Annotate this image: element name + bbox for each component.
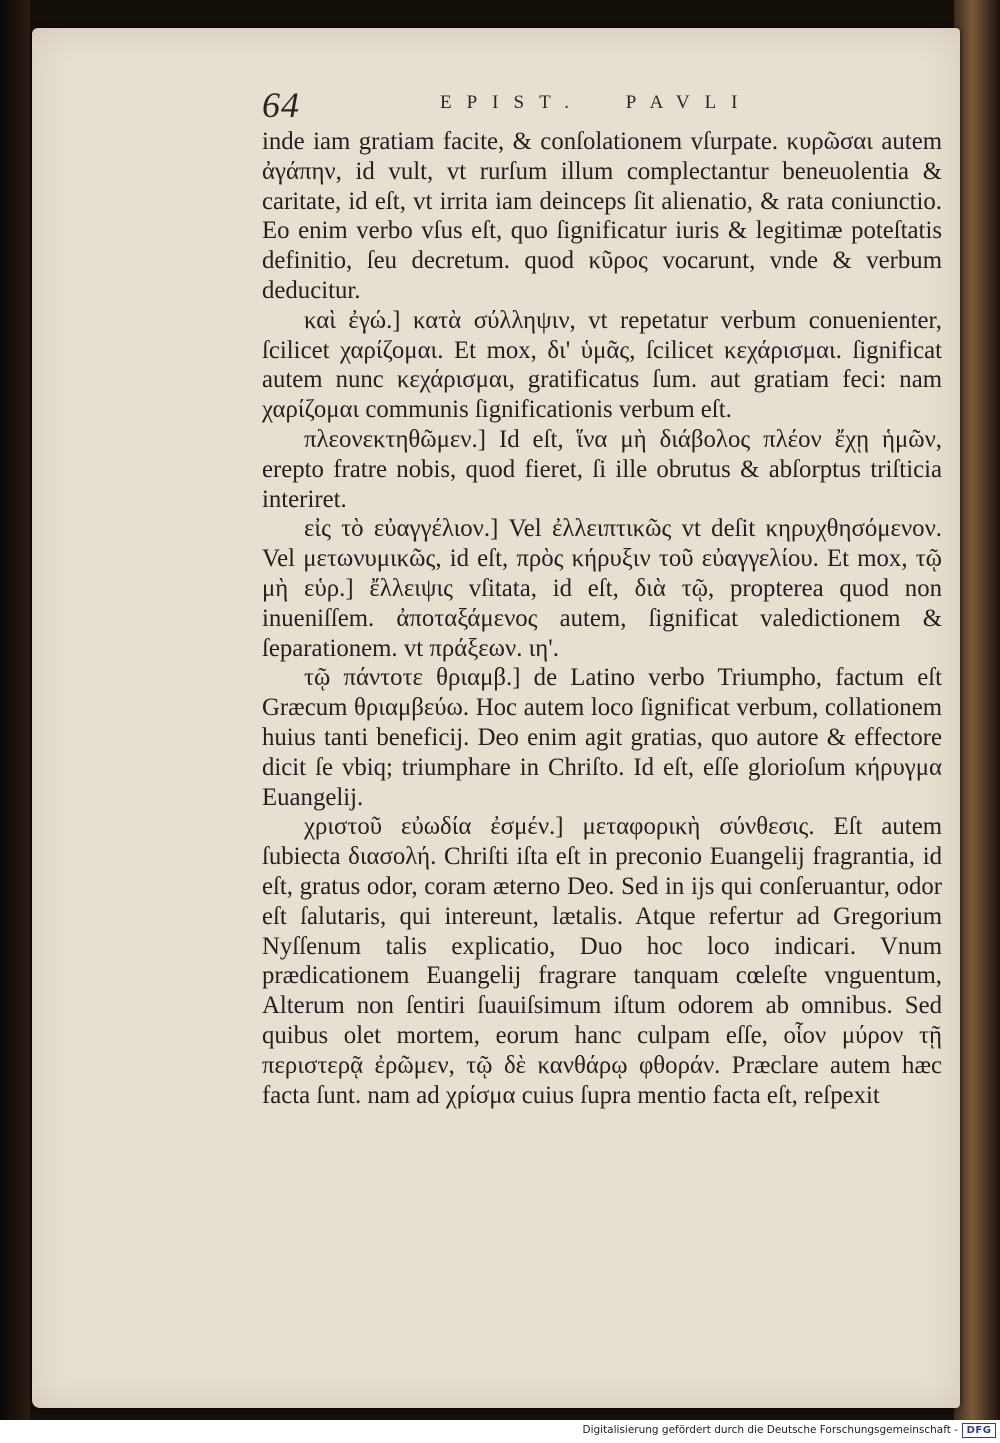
paragraph: πλεονεκτηθῶμεν.] Id eſt, ἵνα μὴ διάβολος πλέον ἔχῃ ἡμῶν, erepto fratre nobis, quod fieret, ſi ille obrutus & abſorptus triſticia interiret.: [262, 425, 942, 513]
book-edge-right: [954, 0, 1000, 1420]
page-header: [262, 84, 942, 124]
running-head: EPIST. PAVLI: [440, 92, 753, 113]
paragraph: εἰς τὸ εὐαγγέλιον.] Vel ἐλλειπτικῶς vt deſit κηρυχθησόμενον. Vel μετωνυμικῶς, id eſt, πρὸς κήρυξιν τοῦ εὐαγγελίου. Et mox, τῷ μὴ εὑρ.] ἔλλειψις vſitata, id eſt, διὰ τῷ, propterea quod non inueniſſem. ἀποταξάμενος autem, ſignificat valedictionem & ſeparationem. vt πράξεων. ιη'.: [262, 515, 942, 662]
body-text: [262, 127, 942, 1110]
paragraph: τῷ πάντοτε θριαμβ.] de Latino verbo Triumpho, factum eſt Græcum θριαμβεύω. Hoc autem loco ſignificat verbum, collationem huius tanti beneficij. Deo enim agit gratias, quo autore & effectore dicit ſe vbiq; triumphare in Chriſto. Id eſt, eſſe glorioſum κήρυγμα Euangelij.: [262, 664, 942, 811]
paragraph: καὶ ἐγώ.] κατὰ σύλληψιν, vt repetatur verbum conuenienter, ſcilicet χαρίζομαι. Et mox, δι' ὑμᾶς, ſcilicet κεχάρισμαι. ſignificat autem nunc κεχάρισμαι, gratificatus ſum. aut gratiam feci: nam χαρίζομαι communis ſignificationis verbum eſt.: [262, 306, 942, 424]
book-edge-left: [0, 0, 30, 1420]
dfg-logo: DFG: [962, 1423, 996, 1438]
paragraph: inde iam gratiam facite, & conſolationem vſurpate. κυρῶσαι autem ἀγάπην, id vult, vt rurſum illum complectantur beneuolentia & caritate, id eſt, vt irrita iam deinceps ſit alienatio, & rata coniunctio. Eo enim verbo vſus eſt, quo ſignificatur iuris & legitimæ poteſtatis definitio, ſeu decretum. quod κῦρος vocarunt, vnde & verbum deducitur.: [262, 128, 942, 304]
page-number: 64: [262, 85, 300, 125]
footer-bar: [0, 1420, 1000, 1443]
paragraph: χριστοῦ εὐωδία ἐσμέν.] μεταφορικὴ σύνθεσις. Eſt autem ſubiecta διασολή. Chriſti iſta eſt in preconio Euangelij fragrantia, id eſt, gratus odor, coram æterno Deo. Sed in ijs qui conſeruantur, odor eſt ſalutaris, qui intereunt, lætalis. Atque refertur ad Gregorium Nyſſenum talis explicatio, Duo hoc loco indicari. Vnum prædicationem Euangelij fragrare tanquam cœleſte vnguentum, Alterum non ſentiri ſuauiſsimum iſtum odorem ab omnibus. Sed quibus olet mortem, eorum hanc culpam eſſe, οἷον μύρον τῇ περιστερᾷ ἐρῶμεν, τῷ δὲ κανθάρῳ φθοράν. Præclare autem hæc facta ſunt. nam ad χρίσμα cuius ſupra mentio facta eſt, reſpexit: [262, 813, 942, 1109]
funding-credit: Digitalisierung gefördert durch die Deutsche Forschungsgemeinschaft -: [582, 1424, 958, 1436]
